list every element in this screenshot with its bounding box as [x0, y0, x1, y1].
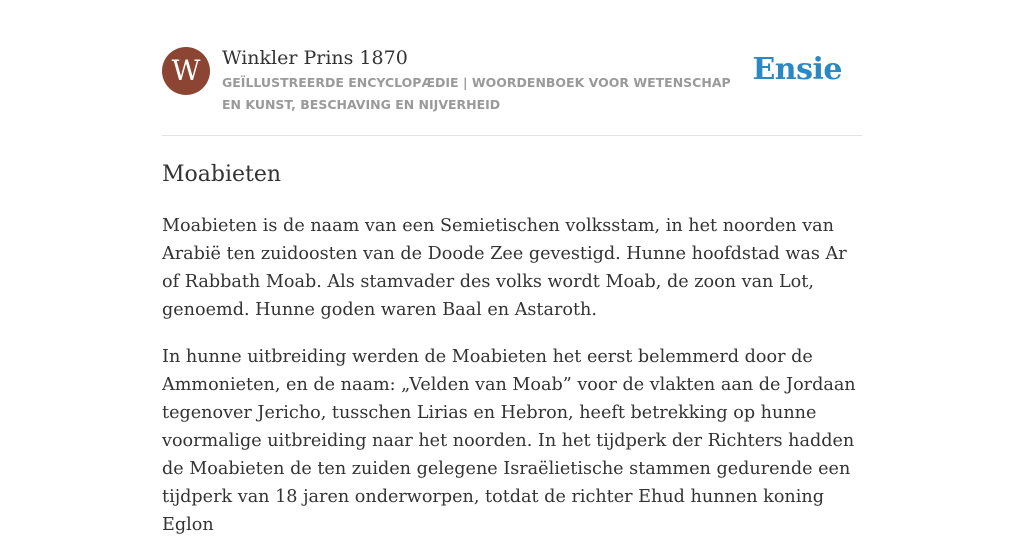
source-avatar[interactable]: W	[162, 47, 210, 95]
page	[162, 0, 862, 535]
header-divider	[162, 135, 862, 136]
article-title: Moabieten	[162, 162, 282, 187]
source-header	[162, 46, 862, 136]
article-paragraph: In hunne uitbreiding werden de Moabieten het eerst belemmerd door de Ammonieten, en de naam: „Velden van Moab” voor de vlakten aan de Jordaan tegenover Jericho, tusschen Lirias en Hebron, heeft betrekking op hunne voormalige uitbreiding naar het noorden. In het tijdperk der Richters hadden de Moabieten de ten zuiden gelegene Israëlietische stammen gedurende een tijdperk van 18 jaren onderworpen, totdat de richter Ehud hunnen koning Eglon	[162, 347, 856, 535]
article-paragraph: Moabieten is de naam van een Semietischen volksstam, in het noorden van Arabië ten zuidoosten van de Doode Zee gevestigd. Hunne hoofdstad was Ar of Rabbath Moab. Als stamvader des volks wordt Moab, de zoon van Lot, genoemd. Hunne goden waren Baal en Astaroth.	[162, 216, 847, 320]
source-subtitle: GEÏLLUSTREERDE ENCYCLOPÆDIE | WOORDENBOEK VOOR WETENSCHAP EN KUNST, BESCHAVING EN NIJVERHEID	[222, 75, 731, 112]
article-body	[162, 212, 862, 558]
source-title-link[interactable]: Winkler Prins 1870	[222, 47, 408, 69]
ensie-logo[interactable]: Ensie	[752, 52, 842, 87]
